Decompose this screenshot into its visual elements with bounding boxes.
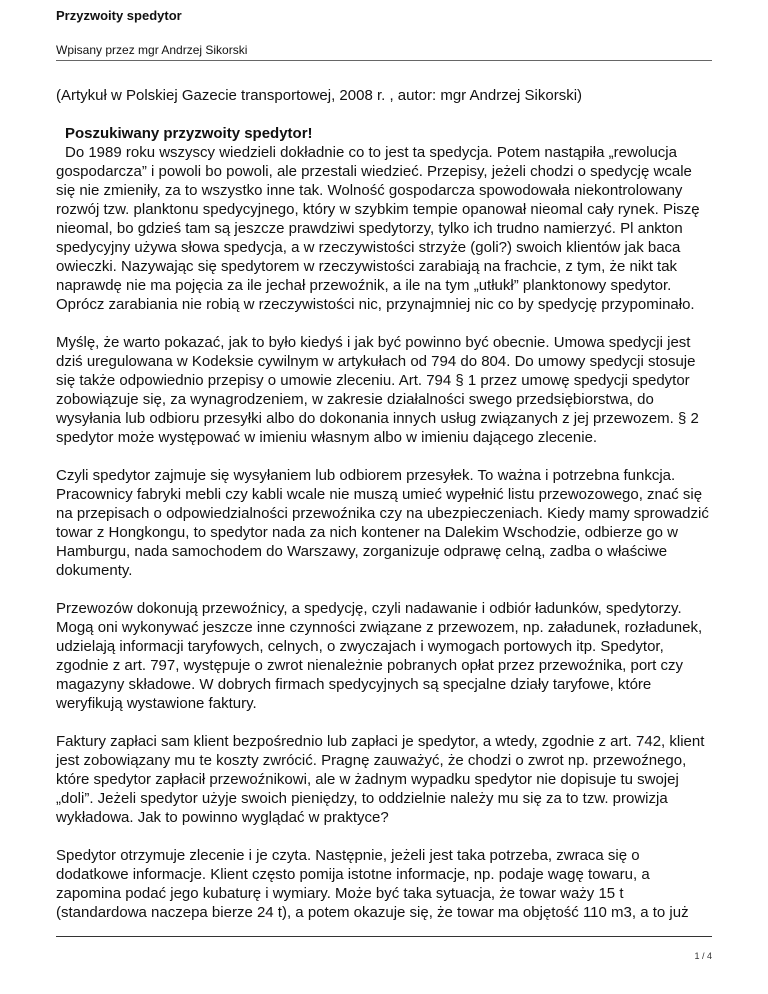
article-body (56, 86, 712, 941)
paragraph: Spedytor otrzymuje zlecenie i je czyta. Następnie, jeżeli jest taka potrzeba, zwraca się o dodatkowe informacje. Klient często pomija istotne informacje, np. podaje wagę towaru, a zapomina podać jego kubaturę i wymiary. Może być taka sytuacja, że towar waży 15 t (standardowa naczepa bierze 24 t), a potem okazuje się, że towar ma objętość 110 m3, a to już (56, 847, 689, 921)
header-divider (56, 60, 712, 61)
footer-divider (56, 936, 712, 937)
page-header (56, 8, 712, 57)
document-title: Przyzwoity spedytor (56, 8, 182, 23)
paragraph: Faktury zapłaci sam klient bezpośrednio lub zapłaci je spedytor, a wtedy, zgodnie z art. 742, klient jest zobowiązany mu te koszty zwrócić. Pragnę zauważyć, że chodzi o zwrot np. przewoźnego, które spedytor zapłacił przewoźnikowi, ale w żadnym wypadku spedytor nie dopisuje tu swojej „doli”. Jeżeli spedytor użyje swoich pieniędzy, to oddzielnie należy mu się za to tzw. prowizja wykładowa. Jak to powinno wyglądać w praktyce? (56, 733, 705, 826)
article-source-note: (Artykuł w Polskiej Gazecie transportowej, 2008 r. , autor: mgr Andrzej Sikorski) (56, 87, 583, 104)
paragraph: Przewozów dokonują przewoźnicy, a spedycję, czyli nadawanie i odbiór ładunków, spedytorzy. Mogą oni wykonywać jeszcze inne czynności związane z przewozem, np. załadunek, rozładunek, udzielają informacji taryfowych, celnych, o zwyczajach i wymogach portowych itp. Spedytor, zgodnie z art. 797, występuje o zwrot nienależnie pobranych opłat przez przewoźnika, port czy magazyny składowe. W dobrych firmach spedycyjnych są specjalne działy taryfowe, które weryfikują wystawione faktury. (56, 600, 703, 712)
paragraph: Myślę, że warto pokazać, jak to było kiedyś i jak być powinno być obecnie. Umowa spedycji jest dziś uregulowana w Kodeksie cywilnym w artykułach od 794 do 804. Do umowy spedycji stosuje się także odpowiednio przepisy o umowie zleceniu. Art. 794 § 1 przez umowę spedycji spedytor zobowiązuje się, za wynagrodzeniem, w zakresie działalności swego przedsiębiorstwa, do wysyłania lub odbioru przesyłki albo do dokonania innych usług związanych z jej przewozem. § 2 spedytor może występować w imieniu własnym albo w imieniu dającego zlecenie. (56, 334, 699, 446)
article-heading: Poszukiwany przyzwoity spedytor! (65, 125, 313, 142)
paragraph: Do 1989 roku wszyscy wiedzieli dokładnie co to jest ta spedycja. Potem nastąpiła „rewolucja gospodarcza” i powoli bo powoli, ale przestali wiedzieć. Przepisy, jeżeli chodzi o spedycję wcale się nie zmieniły, za to wszystko inne tak. Wolność gospodarcza spowodowała niekontrolowany rozwój tzw. planktonu spedycyjnego, który w szybkim tempie opanował nieomal cały rynek. Piszę nieomal, bo gdzieś tam są jeszcze prawdziwi spedytorzy, tylko ich trudno namierzyć. Pl ankton spedycyjny używa słowa spedycja, a w rzeczywistości strzyże (goli?) swoich klientów jak baca owieczki. Nazywając się spedytorem w rzeczywistości zarabiają na frachcie, z tym, że nikt tak naprawdę nie ma pojęcia za ile jechał przewoźnik, a ile na tym „utłukł” planktonowy spedytor. Oprócz zarabiania nie robią w rzeczywistości nic, przynajmniej nic co by spedycję przypominało. (56, 144, 700, 313)
paragraph: Czyli spedytor zajmuje się wysyłaniem lub odbiorem przesyłek. To ważna i potrzebna funkcja. Pracownicy fabryki mebli czy kabli wcale nie muszą umieć wypełnić listu przewozowego, znać się na przepisach o odpowiedzialności przewoźnika czy na ubezpieczeniach. Kiedy mamy sprowadzić towar z Hongkongu, to spedytor nada za nich kontener na Dalekim Wschodzie, odbierze go w Hamburgu, nada samochodem do Warszawy, zorganizuje odprawę celną, zadba o właściwe dokumenty. (56, 467, 709, 579)
page-number: 1 / 4 (694, 951, 712, 961)
author-line: Wpisany przez mgr Andrzej Sikorski (56, 43, 248, 57)
